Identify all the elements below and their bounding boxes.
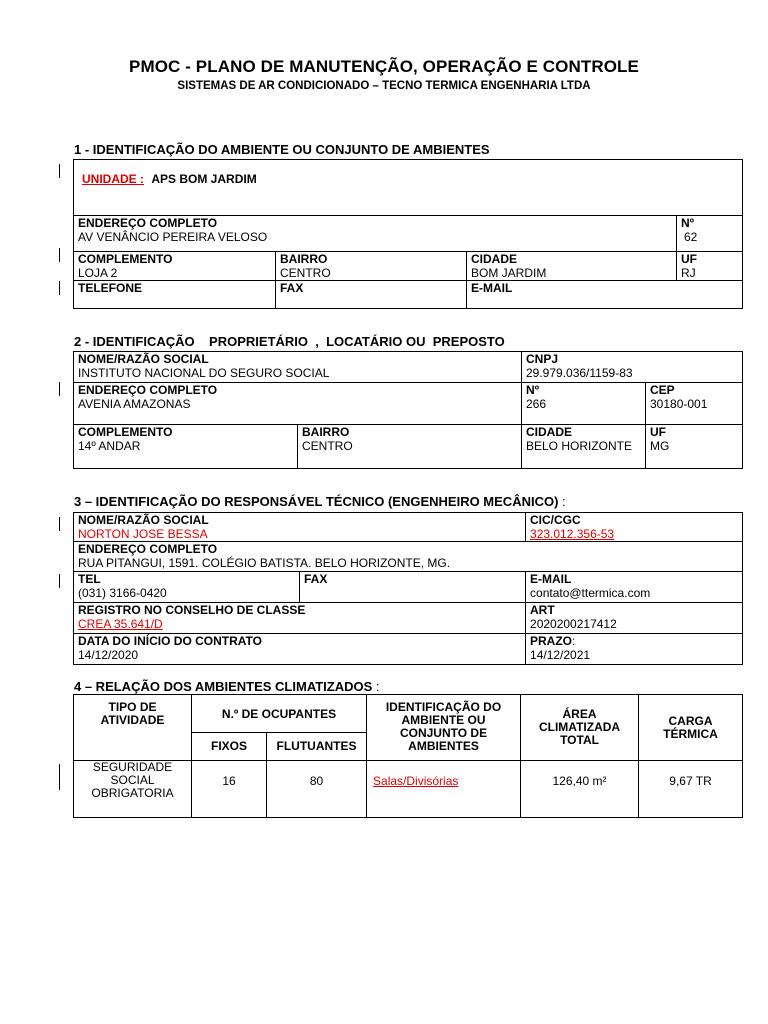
cic-cell	[526, 513, 743, 542]
endereco-label: ENDEREÇO COMPLETO	[78, 383, 218, 397]
margin-mark	[59, 164, 60, 178]
endereco-label: ENDEREÇO COMPLETO	[78, 216, 218, 230]
row-identificacao	[367, 761, 521, 818]
prazo-label-line	[530, 634, 738, 648]
endereco-cell	[74, 383, 522, 425]
header-fixos: FIXOS	[192, 733, 267, 761]
uf-label: UF	[681, 252, 697, 266]
tel-cell	[74, 572, 300, 603]
row-identificacao-value: Salas/Divisórias	[373, 774, 459, 788]
numero-value: 266	[526, 397, 547, 411]
section-4-title-suffix: :	[372, 679, 380, 694]
fax-cell	[276, 281, 467, 309]
unidade-label: UNIDADE :	[82, 172, 144, 186]
telefone-label: TELEFONE	[78, 281, 143, 295]
data-inicio-label: DATA DO INÍCIO DO CONTRATO	[78, 634, 262, 648]
section-3-title-suffix: :	[558, 494, 566, 509]
section-3-table	[73, 512, 743, 665]
complemento-label: COMPLEMENTO	[78, 252, 173, 266]
margin-mark	[59, 248, 60, 262]
cic-label: CIC/CGC	[530, 513, 581, 527]
email-label: E-MAIL	[471, 281, 513, 295]
registro-label: REGISTRO NO CONSELHO DE CLASSE	[78, 603, 306, 617]
telefone-cell	[74, 281, 276, 309]
section-4-title	[74, 679, 380, 694]
page-subtitle: SISTEMAS DE AR CONDICIONADO – TECNO TERMICA ENGENHARIA LTDA	[177, 80, 591, 92]
margin-mark	[59, 281, 60, 295]
row-tipo: SEGURIDADE SOCIAL OBRIGATORIA	[74, 761, 192, 818]
prazo-suffix: :	[572, 634, 576, 648]
header-flutuantes: FLUTUANTES	[267, 733, 367, 761]
tel-label: TEL	[78, 572, 101, 586]
registro-value: CREA 35.641/D	[78, 617, 163, 631]
nome-value: NORTON JOSE BESSA	[78, 527, 208, 541]
data-inicio-value: 14/12/2020	[78, 648, 139, 662]
row-area: 126,40 m²	[521, 761, 639, 818]
uf-cell	[677, 252, 743, 281]
section-1-title: 1 - IDENTIFICAÇÃO DO AMBIENTE OU CONJUNTO DE AMBIENTES	[74, 142, 490, 157]
numero-label: Nº	[681, 216, 695, 230]
row-flutuantes: 80	[267, 761, 367, 818]
numero-cell	[677, 216, 743, 252]
cnpj-label: CNPJ	[526, 352, 559, 366]
cidade-value: BELO HORIZONTE	[526, 439, 633, 453]
complemento-value: 14º ANDAR	[78, 439, 141, 453]
bairro-label: BAIRRO	[302, 425, 350, 439]
header-identificacao: IDENTIFICAÇÃO DO AMBIENTE OU CONJUNTO DE AMBIENTES	[367, 695, 521, 761]
tel-value: (031) 3166-0420	[78, 586, 167, 600]
margin-mark	[59, 517, 60, 531]
uf-label: UF	[650, 425, 666, 439]
bairro-value: CENTRO	[280, 266, 331, 280]
numero-cell	[522, 383, 646, 425]
page-title: PMOC - PLANO DE MANUTENÇÃO, OPERAÇÃO E CONTROLE	[129, 57, 639, 76]
cidade-cell	[467, 252, 677, 281]
endereco-label: ENDEREÇO COMPLETO	[78, 542, 218, 556]
unidade-value: APS BOM JARDIM	[151, 172, 257, 186]
header-tipo-atividade: TIPO DE ATIVIDADE	[74, 695, 192, 761]
header-carga: CARGA TÉRMICA	[639, 695, 743, 761]
cidade-label: CIDADE	[471, 252, 518, 266]
row-carga: 9,67 TR	[639, 761, 743, 818]
endereco-cell	[74, 216, 677, 252]
bairro-cell	[276, 252, 467, 281]
prazo-label: PRAZO	[530, 634, 573, 648]
email-label: E-MAIL	[530, 572, 572, 586]
cnpj-value: 29.979.036/1159-83	[526, 366, 633, 380]
bairro-label: BAIRRO	[280, 252, 328, 266]
uf-value: RJ	[681, 266, 696, 280]
row-fixos: 16	[192, 761, 267, 818]
section-4-title-text: 4 – RELAÇÃO DOS AMBIENTES CLIMATIZADOS	[74, 679, 373, 694]
nome-label: NOME/RAZÃO SOCIAL	[78, 352, 209, 366]
nome-value: INSTITUTO NACIONAL DO SEGURO SOCIAL	[78, 366, 330, 380]
endereco-value: AVENIA AMAZONAS	[78, 397, 191, 411]
header-ocupantes: N.º DE OCUPANTES	[192, 695, 367, 733]
cnpj-cell	[522, 352, 743, 383]
art-value: 2020200217412	[530, 617, 617, 631]
email-cell	[467, 281, 743, 309]
fax-label: FAX	[304, 572, 328, 586]
nome-cell	[74, 352, 522, 383]
section-3-title	[74, 494, 566, 509]
cic-value: 323.012.356-53	[530, 527, 615, 541]
cep-value: 30180-001	[650, 397, 708, 411]
art-cell	[526, 603, 743, 634]
complemento-value: LOJA 2	[78, 266, 118, 280]
data-inicio-cell	[74, 634, 526, 665]
section-2-table	[73, 351, 743, 469]
fax-cell	[300, 572, 526, 603]
margin-mark	[59, 764, 60, 790]
email-value: contato@ttermica.com	[530, 586, 651, 600]
prazo-value: 14/12/2021	[530, 648, 591, 662]
uf-value: MG	[650, 439, 670, 453]
nome-label: NOME/RAZÃO SOCIAL	[78, 513, 209, 527]
numero-label: Nº	[526, 383, 540, 397]
prazo-cell	[526, 634, 743, 665]
section-3-title-text: 3 – IDENTIFICAÇÃO DO RESPONSÁVEL TÉCNICO (ENGENHEIRO MECÂNICO)	[74, 494, 559, 509]
endereco-value: AV VENÂNCIO PEREIRA VELOSO	[78, 230, 268, 244]
registro-cell	[74, 603, 526, 634]
email-cell	[526, 572, 743, 603]
numero-value: 62	[684, 230, 698, 244]
cidade-value: BOM JARDIM	[471, 266, 547, 280]
unidade-cell	[74, 160, 743, 216]
cidade-cell	[522, 425, 646, 469]
cidade-label: CIDADE	[526, 425, 573, 439]
endereco-cell	[74, 542, 743, 572]
complemento-cell	[74, 425, 298, 469]
header-area: ÁREA CLIMATIZADA TOTAL	[521, 695, 639, 761]
margin-mark	[59, 574, 60, 588]
uf-cell	[646, 425, 743, 469]
nome-cell	[74, 513, 526, 542]
section-2-title: 2 - IDENTIFICAÇÃO PROPRIETÁRIO , LOCATÁRIO OU PREPOSTO	[74, 334, 505, 349]
table-row	[74, 761, 743, 818]
section-4-table	[73, 694, 743, 818]
endereco-value: RUA PITANGUI, 1591. COLÉGIO BATISTA. BELO HORIZONTE, MG.	[78, 556, 451, 570]
section-1-table	[73, 159, 743, 309]
art-label: ART	[530, 603, 555, 617]
cep-label: CEP	[650, 383, 675, 397]
margin-mark	[59, 382, 60, 396]
bairro-cell	[298, 425, 522, 469]
bairro-value: CENTRO	[302, 439, 353, 453]
complemento-label: COMPLEMENTO	[78, 425, 173, 439]
complemento-cell	[74, 252, 276, 281]
fax-label: FAX	[280, 281, 304, 295]
cep-cell	[646, 383, 743, 425]
